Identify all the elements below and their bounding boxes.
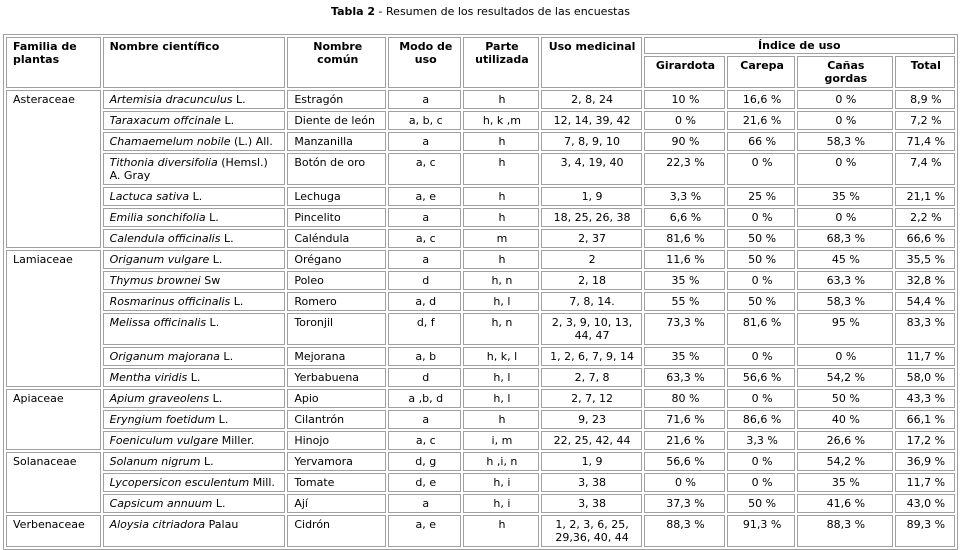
scientific-name: Lactuca sativa [109, 190, 190, 203]
girardota-cell: 22,3 % [644, 153, 726, 185]
table-row [6, 494, 955, 513]
scientific-name-cell [103, 132, 286, 151]
canas-cell: 0 % [797, 111, 893, 130]
scientific-name-cell [103, 515, 286, 547]
modo-cell: a, c [388, 229, 461, 248]
modo-cell: a, b, c [388, 111, 461, 130]
parte-cell: m [463, 229, 538, 248]
canas-cell: 0 % [797, 347, 893, 366]
total-cell: 71,4 % [895, 132, 955, 151]
header-total: Total [895, 56, 955, 88]
comun-cell: Yervamora [287, 452, 386, 471]
comun-cell: Hinojo [287, 431, 386, 450]
carepa-cell: 50 % [727, 229, 795, 248]
carepa-cell: 0 % [727, 389, 795, 408]
scientific-authority: L. [232, 93, 246, 106]
scientific-authority: Palau [205, 518, 239, 531]
scientific-name-cell [103, 313, 286, 345]
total-cell: 11,7 % [895, 473, 955, 492]
canas-cell: 50 % [797, 389, 893, 408]
total-cell: 17,2 % [895, 431, 955, 450]
girardota-cell: 81,6 % [644, 229, 726, 248]
scientific-authority: L. [220, 114, 235, 127]
comun-cell: Cilantrón [287, 410, 386, 429]
table-row [6, 250, 955, 269]
table-row [6, 452, 955, 471]
modo-cell: d, g [388, 452, 461, 471]
scientific-name-cell [103, 153, 286, 185]
caption-label: Tabla 2 [331, 5, 376, 18]
uso-cell: 7, 8, 14. [541, 292, 642, 311]
comun-cell: Romero [287, 292, 386, 311]
parte-cell: h [463, 515, 538, 547]
scientific-name-cell [103, 410, 286, 429]
uso-cell: 3, 38 [541, 494, 642, 513]
scientific-authority: L. [206, 316, 220, 329]
header-uso: Uso medicinal [541, 37, 642, 88]
scientific-name: Apium graveolens [109, 392, 210, 405]
girardota-cell: 35 % [644, 347, 726, 366]
uso-cell: 2, 18 [541, 271, 642, 290]
table-row [6, 313, 955, 345]
uso-cell: 12, 14, 39, 42 [541, 111, 642, 130]
total-cell: 35,5 % [895, 250, 955, 269]
girardota-cell: 73,3 % [644, 313, 726, 345]
modo-cell: d [388, 368, 461, 387]
family-cell: Lamiaceae [6, 250, 101, 387]
comun-cell: Mejorana [287, 347, 386, 366]
modo-cell: a [388, 208, 461, 227]
canas-cell: 0 % [797, 90, 893, 109]
carepa-cell: 0 % [727, 208, 795, 227]
modo-cell: d, f [388, 313, 461, 345]
carepa-cell: 0 % [727, 271, 795, 290]
carepa-cell: 50 % [727, 292, 795, 311]
header-indice: Índice de uso [644, 37, 955, 54]
scientific-name: Calendula officinalis [109, 232, 221, 245]
carepa-cell: 16,6 % [727, 90, 795, 109]
table-row [6, 208, 955, 227]
canas-cell: 0 % [797, 153, 893, 185]
family-cell: Verbenaceae [6, 515, 101, 547]
uso-cell: 3, 38 [541, 473, 642, 492]
table-row [6, 90, 955, 109]
carepa-cell: 50 % [727, 250, 795, 269]
carepa-cell: 0 % [727, 473, 795, 492]
parte-cell: h, i [463, 473, 538, 492]
comun-cell: Diente de león [287, 111, 386, 130]
uso-cell: 2, 7, 12 [541, 389, 642, 408]
table-row [6, 389, 955, 408]
parte-cell: h [463, 153, 538, 185]
table-row [6, 515, 955, 547]
parte-cell: h, l [463, 292, 538, 311]
modo-cell: a [388, 410, 461, 429]
scientific-name: Mentha viridis [109, 371, 188, 384]
parte-cell: h, n [463, 271, 538, 290]
table-row [6, 292, 955, 311]
table-row [6, 111, 955, 130]
girardota-cell: 56,6 % [644, 452, 726, 471]
total-cell: 43,0 % [895, 494, 955, 513]
scientific-name-cell [103, 431, 286, 450]
scientific-name-cell [103, 229, 286, 248]
scientific-authority: Sw [200, 274, 221, 287]
scientific-name-cell [103, 250, 286, 269]
table-row [6, 410, 955, 429]
scientific-authority: L. [205, 211, 219, 224]
carepa-cell: 21,6 % [727, 111, 795, 130]
uso-cell: 2, 7, 8 [541, 368, 642, 387]
comun-cell: Estragón [287, 90, 386, 109]
scientific-authority: L. [215, 413, 229, 426]
table-row [6, 132, 955, 151]
comun-cell: Cidrón [287, 515, 386, 547]
uso-cell: 7, 8, 9, 10 [541, 132, 642, 151]
uso-cell: 22, 25, 42, 44 [541, 431, 642, 450]
carepa-cell: 0 % [727, 452, 795, 471]
total-cell: 7,2 % [895, 111, 955, 130]
carepa-cell: 0 % [727, 153, 795, 185]
canas-cell: 63,3 % [797, 271, 893, 290]
table-row [6, 187, 955, 206]
parte-cell: h [463, 90, 538, 109]
table-row [6, 271, 955, 290]
scientific-authority: Miller. [218, 434, 255, 447]
modo-cell: a, c [388, 431, 461, 450]
girardota-cell: 90 % [644, 132, 726, 151]
girardota-cell: 21,6 % [644, 431, 726, 450]
uso-cell: 3, 4, 19, 40 [541, 153, 642, 185]
girardota-cell: 37,3 % [644, 494, 726, 513]
carepa-cell: 3,3 % [727, 431, 795, 450]
scientific-name-cell [103, 271, 286, 290]
parte-cell: h [463, 132, 538, 151]
modo-cell: a [388, 132, 461, 151]
canas-cell: 45 % [797, 250, 893, 269]
scientific-name: Foeniculum vulgare [109, 434, 219, 447]
total-cell: 2,2 % [895, 208, 955, 227]
scientific-name-cell [103, 187, 286, 206]
carepa-cell: 86,6 % [727, 410, 795, 429]
table-caption [0, 5, 961, 18]
comun-cell: Toronjil [287, 313, 386, 345]
uso-cell: 2, 37 [541, 229, 642, 248]
canas-cell: 35 % [797, 473, 893, 492]
total-cell: 66,1 % [895, 410, 955, 429]
uso-cell: 1, 9 [541, 452, 642, 471]
parte-cell: h ,i, n [463, 452, 538, 471]
scientific-name-cell [103, 292, 286, 311]
comun-cell: Ají [287, 494, 386, 513]
scientific-authority: L. [200, 455, 214, 468]
parte-cell: h [463, 187, 538, 206]
comun-cell: Orégano [287, 250, 386, 269]
scientific-name: Lycopersicon esculentum [109, 476, 250, 489]
scientific-name-cell [103, 208, 286, 227]
scientific-name: Origanum vulgare [109, 253, 210, 266]
scientific-authority: L. [209, 392, 223, 405]
scientific-name: Origanum majorana [109, 350, 220, 363]
scientific-name: Solanum nigrum [109, 455, 201, 468]
modo-cell: d [388, 271, 461, 290]
parte-cell: h, k ,m [463, 111, 538, 130]
carepa-cell: 81,6 % [727, 313, 795, 345]
total-cell: 32,8 % [895, 271, 955, 290]
scientific-name-cell [103, 473, 286, 492]
girardota-cell: 0 % [644, 473, 726, 492]
uso-cell: 1, 9 [541, 187, 642, 206]
total-cell: 11,7 % [895, 347, 955, 366]
parte-cell: h [463, 410, 538, 429]
canas-cell: 41,6 % [797, 494, 893, 513]
scientific-name: Thymus brownei [109, 274, 201, 287]
canas-cell: 40 % [797, 410, 893, 429]
family-cell: Solanaceae [6, 452, 101, 513]
canas-cell: 68,3 % [797, 229, 893, 248]
scientific-name: Melissa officinalis [109, 316, 207, 329]
scientific-name-cell [103, 494, 286, 513]
table-row [6, 153, 955, 185]
uso-cell: 1, 2, 6, 7, 9, 14 [541, 347, 642, 366]
comun-cell: Tomate [287, 473, 386, 492]
carepa-cell: 25 % [727, 187, 795, 206]
comun-cell: Caléndula [287, 229, 386, 248]
modo-cell: a [388, 90, 461, 109]
total-cell: 36,9 % [895, 452, 955, 471]
header-familia: Familia de plantas [6, 37, 101, 88]
scientific-authority: L. [209, 253, 223, 266]
header-carepa: Carepa [727, 56, 795, 88]
parte-cell: h [463, 250, 538, 269]
family-cell: Apiaceae [6, 389, 101, 450]
canas-cell: 88,3 % [797, 515, 893, 547]
comun-cell: Lechuga [287, 187, 386, 206]
carepa-cell: 56,6 % [727, 368, 795, 387]
canas-cell: 95 % [797, 313, 893, 345]
header-cientifico: Nombre científico [103, 37, 286, 88]
girardota-cell: 11,6 % [644, 250, 726, 269]
scientific-name: Taraxacum offcinale [109, 114, 221, 127]
header-comun: Nombre común [287, 37, 386, 88]
girardota-cell: 55 % [644, 292, 726, 311]
table-row [6, 473, 955, 492]
canas-cell: 0 % [797, 208, 893, 227]
girardota-cell: 80 % [644, 389, 726, 408]
header-modo: Modo de uso [388, 37, 461, 88]
total-cell: 43,3 % [895, 389, 955, 408]
scientific-name: Emilia sonchifolia [109, 211, 206, 224]
parte-cell: h [463, 208, 538, 227]
girardota-cell: 10 % [644, 90, 726, 109]
comun-cell: Yerbabuena [287, 368, 386, 387]
total-cell: 66,6 % [895, 229, 955, 248]
total-cell: 7,4 % [895, 153, 955, 185]
scientific-authority: L. [189, 190, 203, 203]
uso-cell: 2, 8, 24 [541, 90, 642, 109]
uso-cell: 2, 3, 9, 10, 13, 44, 47 [541, 313, 642, 345]
modo-cell: a, b [388, 347, 461, 366]
girardota-cell: 63,3 % [644, 368, 726, 387]
scientific-name-cell [103, 452, 286, 471]
parte-cell: h, k, l [463, 347, 538, 366]
canas-cell: 35 % [797, 187, 893, 206]
total-cell: 54,4 % [895, 292, 955, 311]
scientific-name-cell [103, 111, 286, 130]
scientific-name: Capsicum annuum [109, 497, 213, 510]
table-body [6, 90, 955, 547]
comun-cell: Apio [287, 389, 386, 408]
uso-cell: 9, 23 [541, 410, 642, 429]
scientific-name-cell [103, 389, 286, 408]
carepa-cell: 91,3 % [727, 515, 795, 547]
scientific-authority: (L.) All. [230, 135, 273, 148]
canas-cell: 54,2 % [797, 452, 893, 471]
parte-cell: i, m [463, 431, 538, 450]
total-cell: 21,1 % [895, 187, 955, 206]
comun-cell: Pincelito [287, 208, 386, 227]
carepa-cell: 66 % [727, 132, 795, 151]
table-row [6, 347, 955, 366]
uso-cell: 2 [541, 250, 642, 269]
carepa-cell: 50 % [727, 494, 795, 513]
caption-text: - Resumen de los resultados de las encuestas [375, 5, 630, 18]
header-canas: Cañas gordas [797, 56, 893, 88]
girardota-cell: 88,3 % [644, 515, 726, 547]
modo-cell: a [388, 494, 461, 513]
header-parte: Parte utilizada [463, 37, 538, 88]
table-row [6, 368, 955, 387]
girardota-cell: 35 % [644, 271, 726, 290]
modo-cell: a [388, 250, 461, 269]
parte-cell: h, i [463, 494, 538, 513]
modo-cell: a, e [388, 187, 461, 206]
header-girardota: Girardota [644, 56, 726, 88]
girardota-cell: 3,3 % [644, 187, 726, 206]
canas-cell: 54,2 % [797, 368, 893, 387]
scientific-name: Chamaemelum nobile [109, 135, 231, 148]
canas-cell: 26,6 % [797, 431, 893, 450]
girardota-cell: 0 % [644, 111, 726, 130]
comun-cell: Botón de oro [287, 153, 386, 185]
total-cell: 89,3 % [895, 515, 955, 547]
modo-cell: a, d [388, 292, 461, 311]
canas-cell: 58,3 % [797, 292, 893, 311]
girardota-cell: 71,6 % [644, 410, 726, 429]
modo-cell: a ,b, d [388, 389, 461, 408]
scientific-name-cell [103, 90, 286, 109]
modo-cell: a, e [388, 515, 461, 547]
scientific-name-cell [103, 347, 286, 366]
comun-cell: Poleo [287, 271, 386, 290]
parte-cell: h, l [463, 368, 538, 387]
modo-cell: a, c [388, 153, 461, 185]
table-row [6, 229, 955, 248]
modo-cell: d, e [388, 473, 461, 492]
scientific-name: Rosmarinus officinalis [109, 295, 231, 308]
family-cell: Asteraceae [6, 90, 101, 248]
scientific-name-cell [103, 368, 286, 387]
parte-cell: h, l [463, 389, 538, 408]
scientific-authority: L. [212, 497, 226, 510]
scientific-name: Eryngium foetidum [109, 413, 216, 426]
girardota-cell: 6,6 % [644, 208, 726, 227]
scientific-authority: L. [220, 232, 234, 245]
results-table [3, 34, 958, 550]
scientific-name: Artemisia dracunculus [109, 93, 233, 106]
scientific-authority: L. [219, 350, 234, 363]
scientific-authority: L. [187, 371, 201, 384]
scientific-authority: Mill. [249, 476, 275, 489]
scientific-name: Tithonia diversifolia [109, 156, 218, 169]
scientific-authority: L. [230, 295, 244, 308]
total-cell: 83,3 % [895, 313, 955, 345]
comun-cell: Manzanilla [287, 132, 386, 151]
carepa-cell: 0 % [727, 347, 795, 366]
parte-cell: h, n [463, 313, 538, 345]
uso-cell: 1, 2, 3, 6, 25, 29,36, 40, 44 [541, 515, 642, 547]
total-cell: 8,9 % [895, 90, 955, 109]
total-cell: 58,0 % [895, 368, 955, 387]
scientific-name: Aloysia citriadora [109, 518, 206, 531]
scientific-authority: (Hemsl.) A. Gray [109, 156, 268, 182]
uso-cell: 18, 25, 26, 38 [541, 208, 642, 227]
table-row [6, 431, 955, 450]
canas-cell: 58,3 % [797, 132, 893, 151]
